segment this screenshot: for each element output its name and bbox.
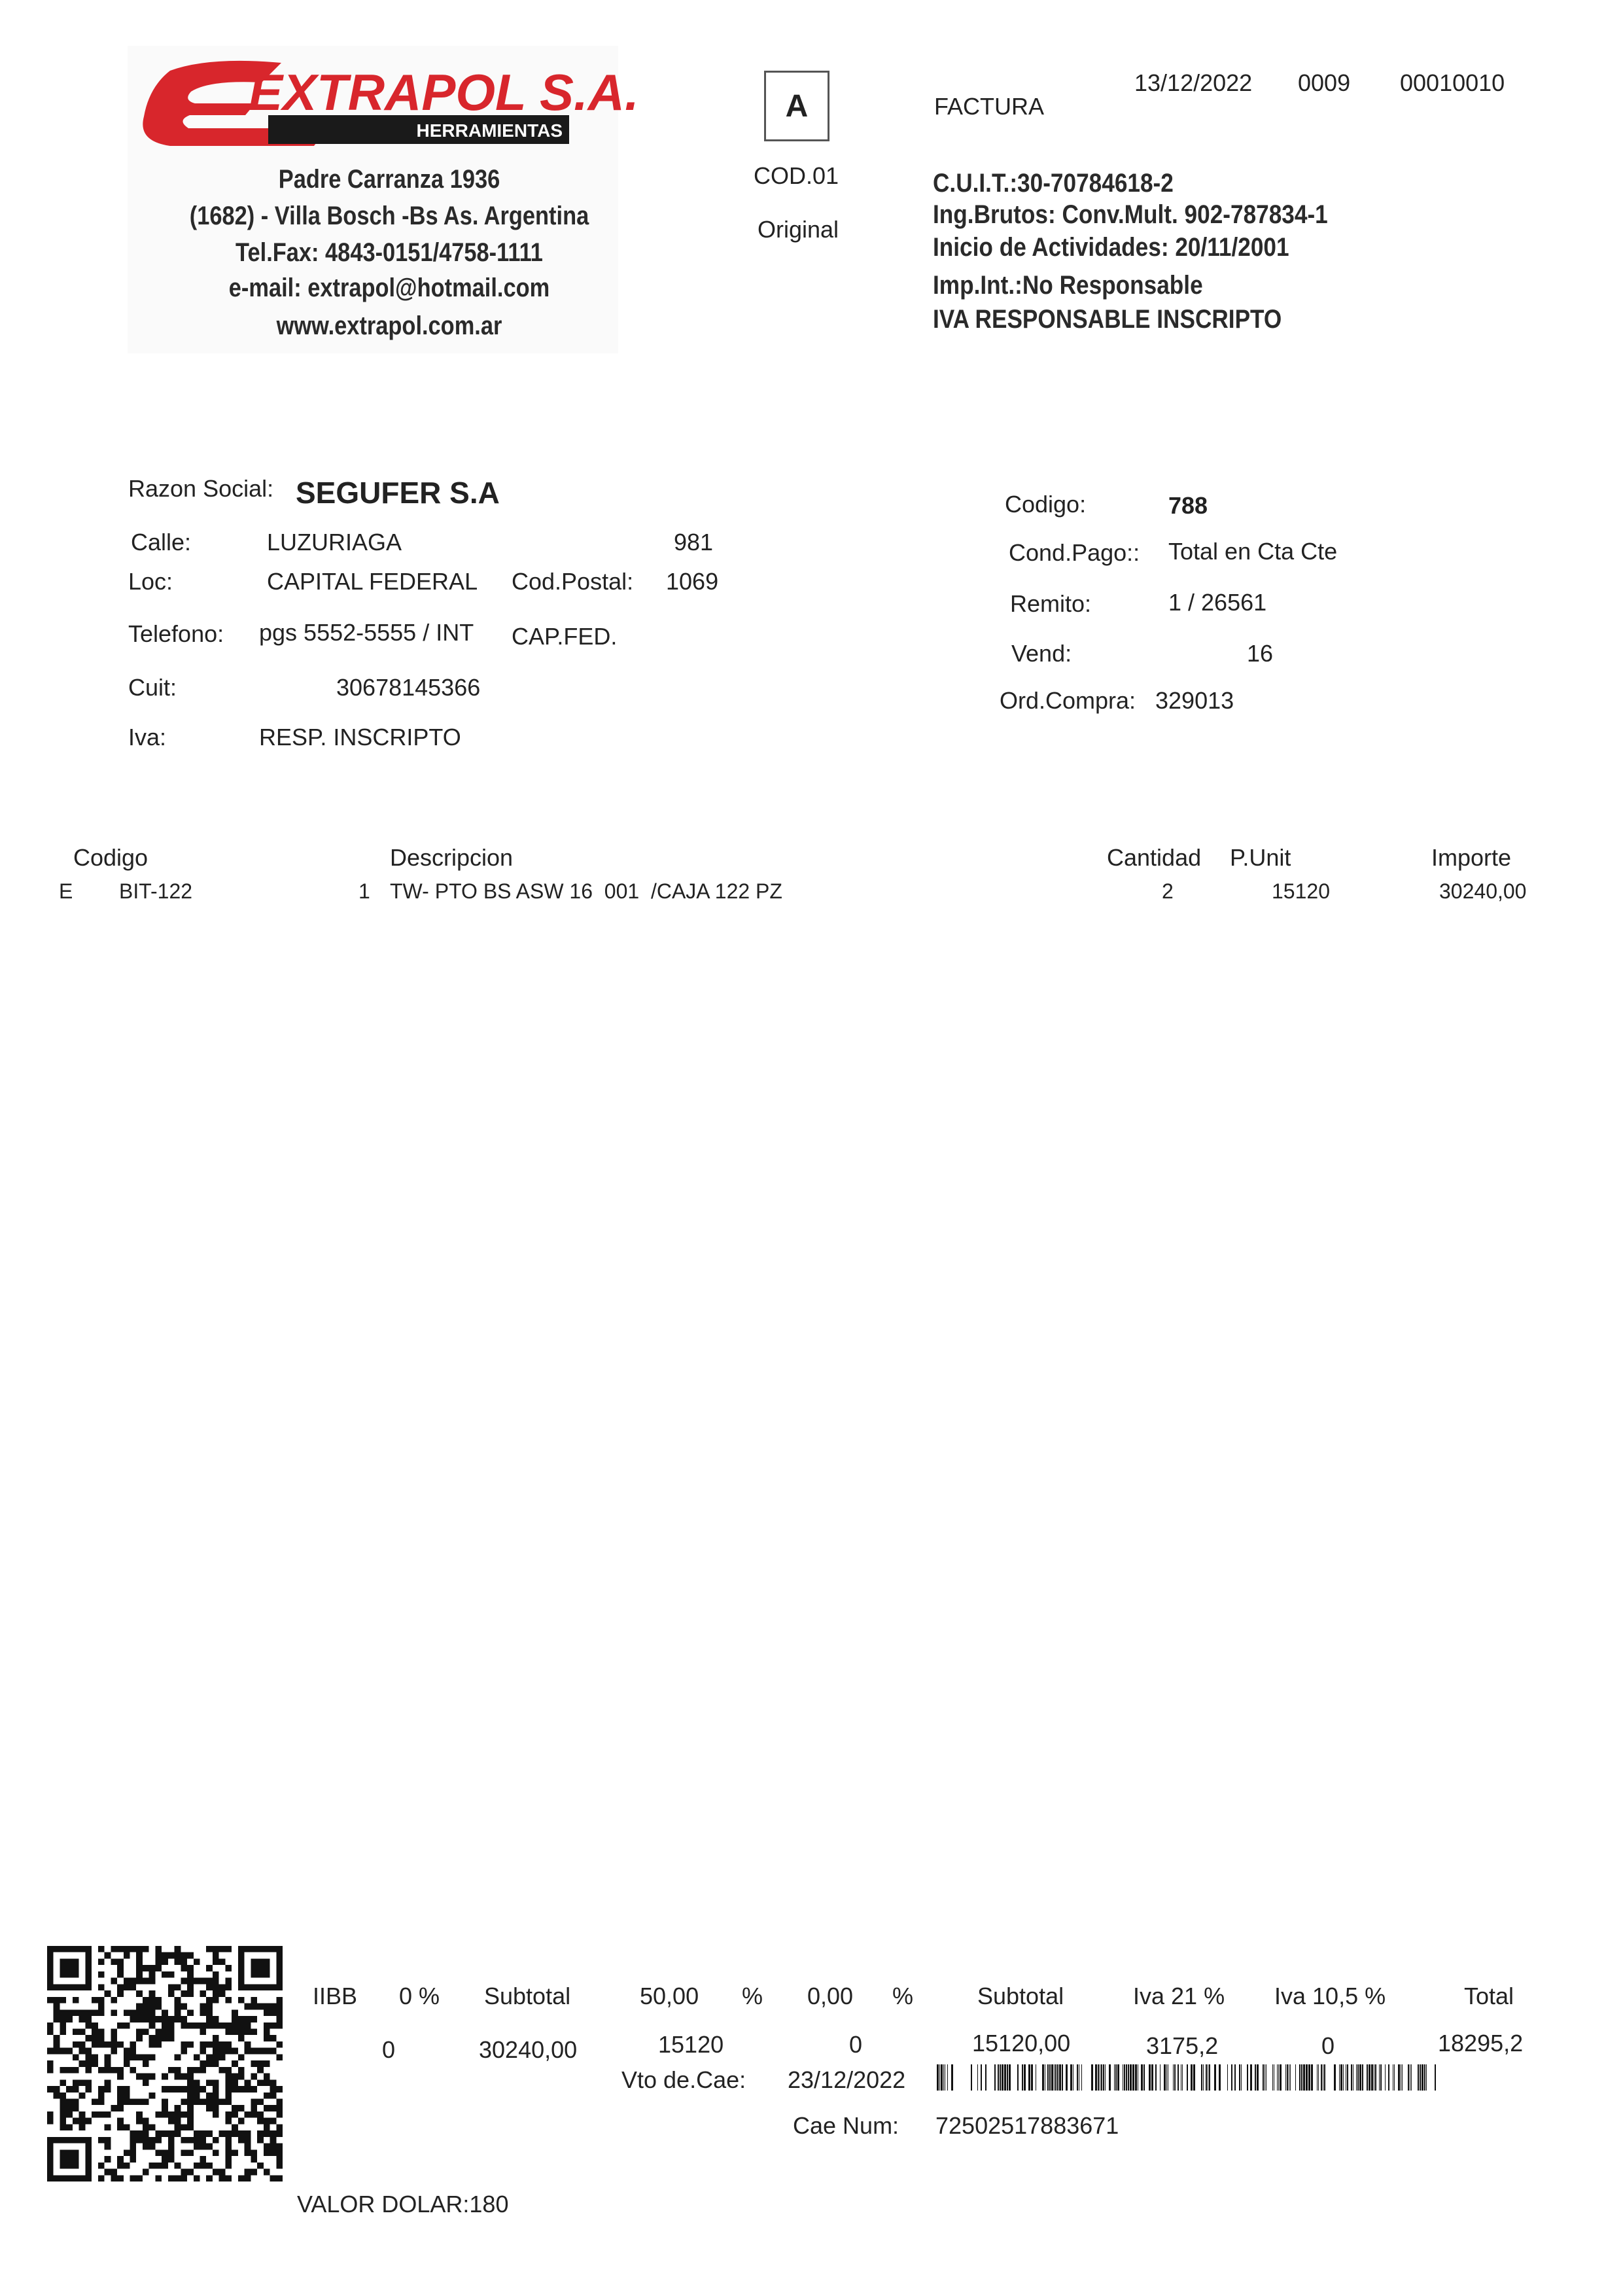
row-flag: E — [59, 879, 73, 903]
company-locality: (1682) - Villa Bosch -Bs As. Argentina — [189, 202, 589, 230]
iva105-label: Iva 10,5 % — [1274, 1983, 1386, 2009]
discount1-value: 15120 — [658, 2031, 724, 2058]
logo-text: EXTRAPOL S.A. — [249, 63, 639, 121]
iva-value: RESP. INSCRIPTO — [259, 724, 461, 751]
company-cuit: C.U.I.T.:30-70784618-2 — [933, 169, 1174, 198]
company-ing-brutos: Ing.Brutos: Conv.Mult. 902-787834-1 — [933, 200, 1328, 229]
logo-subtitle: HERRAMIENTAS — [416, 120, 563, 141]
provincia-value: CAP.FED. — [512, 623, 618, 650]
codigo-value: 788 — [1168, 492, 1208, 519]
ord-compra-label: Ord.Compra: — [1000, 687, 1136, 714]
invoice-type: FACTURA — [934, 93, 1045, 120]
company-imp-int: Imp.Int.:No Responsable — [933, 271, 1203, 300]
invoice-date: 13/12/2022 — [1134, 69, 1253, 96]
discount2-pct: % — [892, 1983, 914, 2009]
barcode — [937, 2064, 1435, 2091]
col-header-descripcion: Descripcion — [390, 844, 514, 871]
company-logo — [131, 51, 639, 156]
remito-value: 1 / 26561 — [1168, 589, 1267, 616]
company-telfax: Tel.Fax: 4843-0151/4758-1111 — [236, 238, 543, 267]
iibb-label: IIBB — [313, 1983, 358, 2009]
company-website: www.extrapol.com.ar — [276, 311, 502, 340]
iva105-value: 0 — [1321, 2032, 1335, 2059]
valor-dolar: VALOR DOLAR:180 — [297, 2191, 509, 2217]
invoice-punto-venta: 0009 — [1298, 69, 1351, 96]
col-header-codigo: Codigo — [73, 844, 148, 871]
row-unit-price: 15120 — [1272, 879, 1330, 903]
discount2-label: 0,00 — [807, 1983, 854, 2009]
cae-num-value: 72502517883671 — [935, 2112, 1119, 2139]
cuit-label: Cuit: — [128, 674, 177, 701]
cae-num-label: Cae Num: — [793, 2112, 899, 2139]
loc-label: Loc: — [128, 568, 173, 595]
cond-pago-label: Cond.Pago:: — [1009, 539, 1140, 566]
row-description: TW- PTO BS ASW 16 001 /CAJA 122 PZ — [390, 879, 782, 903]
row-importe: 30240,00 — [1439, 879, 1527, 903]
subtotal2-value: 15120,00 — [972, 2030, 1071, 2057]
col-header-punit: P.Unit — [1230, 844, 1291, 871]
telefono-value: pgs 5552-5555 / INT — [259, 619, 474, 646]
subtotal2-label: Subtotal — [977, 1983, 1064, 2009]
row-code: BIT-122 — [119, 879, 193, 903]
cond-pago-value: Total en Cta Cte — [1168, 538, 1338, 565]
discount1-pct: % — [742, 1983, 763, 2009]
discount1-label: 50,00 — [640, 1983, 699, 2009]
remito-label: Remito: — [1010, 590, 1092, 617]
razon-social-value: SEGUFER S.A — [296, 476, 500, 510]
iva21-label: Iva 21 % — [1133, 1983, 1225, 2009]
codigo-label: Codigo: — [1005, 491, 1087, 518]
subtotal1-label: Subtotal — [484, 1983, 571, 2009]
company-email: e-mail: extrapol@hotmail.com — [228, 274, 550, 302]
calle-label: Calle: — [131, 529, 192, 556]
iva21-value: 3175,2 — [1146, 2032, 1219, 2059]
vto-cae-value: 23/12/2022 — [788, 2066, 906, 2093]
ord-compra-value: 329013 — [1155, 687, 1234, 714]
cuit-value: 30678145366 — [336, 674, 481, 701]
iibb-pct-label: 0 % — [399, 1983, 440, 2009]
iva-label: Iva: — [128, 724, 167, 751]
total-value: 18295,2 — [1438, 2030, 1524, 2057]
total-label: Total — [1464, 1983, 1514, 2009]
col-header-cantidad: Cantidad — [1107, 844, 1202, 871]
loc-value: CAPITAL FEDERAL — [267, 568, 478, 595]
invoice-cod: COD.01 — [754, 162, 839, 189]
invoice-number: 00010010 — [1400, 69, 1505, 96]
discount2-value: 0 — [849, 2031, 863, 2058]
razon-social-label: Razon Social: — [128, 475, 274, 502]
qr-code — [47, 1946, 283, 2181]
telefono-label: Telefono: — [128, 620, 224, 647]
invoice-copy: Original — [758, 216, 839, 243]
iibb-value: 0 — [382, 2036, 396, 2063]
calle-value: LUZURIAGA — [267, 529, 402, 556]
cod-postal-value: 1069 — [666, 568, 719, 595]
company-address: Padre Carranza 1936 — [278, 165, 500, 194]
col-header-importe: Importe — [1431, 844, 1512, 871]
company-inicio-actividades: Inicio de Actividades: 20/11/2001 — [933, 233, 1289, 262]
cod-postal-label: Cod.Postal: — [512, 568, 634, 595]
company-iva-condition: IVA RESPONSABLE INSCRIPTO — [933, 305, 1282, 334]
row-quantity: 2 — [1162, 879, 1174, 903]
vto-cae-label: Vto de.Cae: — [621, 2066, 746, 2093]
vend-label: Vend: — [1011, 640, 1072, 667]
invoice-letter-box: A — [764, 71, 829, 141]
calle-number: 981 — [674, 529, 714, 556]
row-line: 1 — [358, 879, 370, 903]
subtotal1-value: 30240,00 — [479, 2036, 578, 2063]
vend-value: 16 — [1247, 640, 1274, 667]
